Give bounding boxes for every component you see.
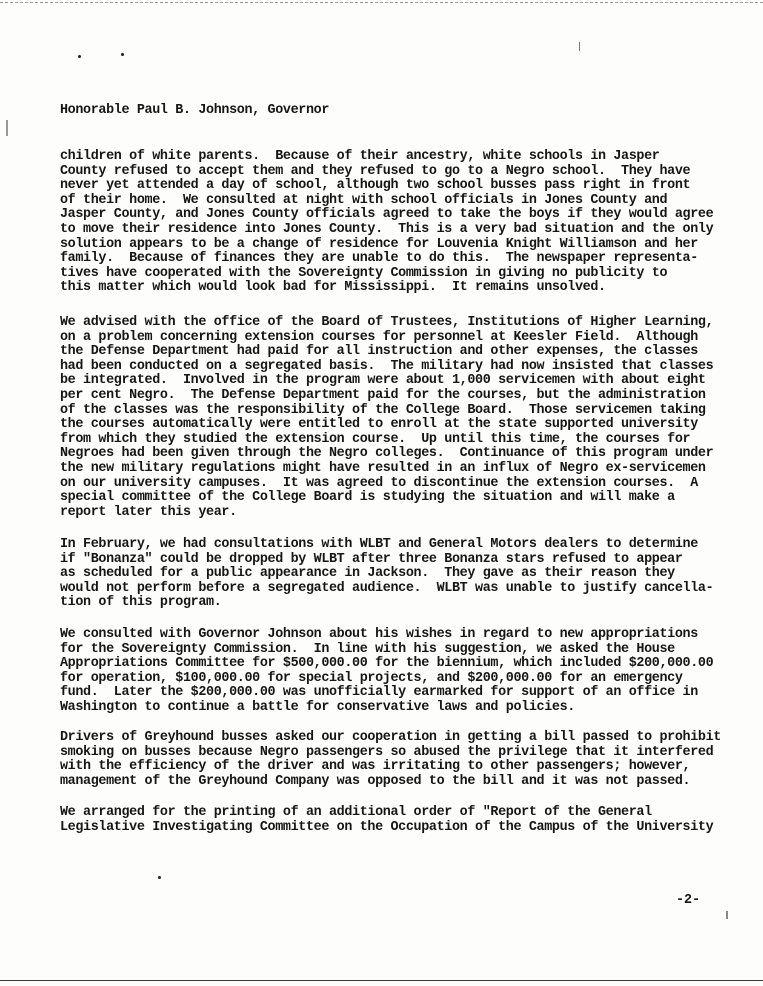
text-line: smoking on busses because Negro passengers so abused the privilege that it interfered [60,744,714,760]
text-line: never yet attended a day of school, although two school busses pass right in front [60,178,691,194]
text-line: from which they studied the extension course. Up until this time, the courses for [60,431,691,447]
scan-speck [158,876,161,879]
text-line: Jasper County, and Jones County officials agreed to take the boys if they would agree [60,207,714,223]
paragraph-school-situation [60,150,750,296]
bottom-edge-rule [0,980,763,981]
text-line: Legislative Investigating Committee on the Occupation of the Campus of the University [60,819,714,835]
text-line: for the Sovereignty Commission. In line with his suggestion, we asked the House [60,641,675,657]
text-line: as scheduled for a public appearance in Jackson. They gave as their reason they [60,566,675,582]
text-line: Washington to continue a battle for conservative laws and policies. [60,700,575,716]
paragraph-report-printing [60,806,750,835]
scan-speck [726,911,728,919]
text-line: County refused to accept them and they refused to go to a Negro school. They have [60,163,691,179]
text-line: had been conducted on a segregated basis. The military had now insisted that classes [60,358,714,374]
text-line: on a problem concerning extension courses for personnel at Keesler Field. Although [60,329,698,345]
paragraph-bonanza [60,538,750,611]
text-line: report later this year. [60,504,237,520]
top-edge-rule [0,2,763,3]
text-line: if "Bonanza" could be dropped by WLBT after three Bonanza stars refused to appear [60,551,683,567]
text-line: the Defense Department had paid for all instruction and other expenses, the classes [60,344,698,360]
text-line: the new military regulations might have resulted in an influx of Negro ex-servicemen [60,461,706,477]
text-line: on our university campuses. It was agreed to discontinue the extension courses. A [60,475,698,491]
text-line: be integrated. Involved in the program were about 1,000 servicemen with about eight [60,373,706,389]
scan-speck [579,42,580,51]
paragraph-appropriations [60,628,750,716]
text-line: of their home. We consulted at night with school officials in Jones County and [60,192,668,208]
text-line: special committee of the College Board is studying the situation and will make a [60,490,675,506]
text-line: tives have cooperated with the Sovereignty Commission in giving no publicity to [60,265,668,281]
page-number: -2- [676,893,701,908]
paragraph-extension-courses [60,316,750,521]
letter-heading: Honorable Paul B. Johnson, Governor [60,103,329,118]
text-line: Drivers of Greyhound busses asked our cooperation in getting a bill passed to prohibit [60,730,721,745]
scan-speck [121,53,124,56]
text-line: children of white parents. Because of their ancestry, white schools in Jasper [60,149,660,164]
text-line: We advised with the office of the Board of Trustees, Institutions of Higher Learning, [60,315,714,330]
text-line: We arranged for the printing of an additional order of "Report of the General [60,805,652,820]
text-line: with the efficiency of the driver and was irritating to other passengers; however, [60,759,691,775]
paragraph-greyhound [60,731,750,789]
text-line: Appropriations Committee for $500,000.00 for the biennium, which included $200,000.00 [60,656,714,672]
text-line: tion of this program. [60,595,222,611]
text-line: per cent Negro. The Defense Department paid for the courses, but the administration [60,388,706,404]
text-line: of the classes was the responsibility of the College Board. Those servicemen taking [60,402,706,418]
text-line: In February, we had consultations with WLBT and General Motors dealers to determine [60,537,698,552]
text-line: fund. Later the $200,000.00 was unofficially earmarked for support of an office in [60,685,698,701]
text-line: for operation, $100,000.00 for special projects, and $200,000.00 for an emergency [60,670,683,686]
text-line: Negroes had been given through the Negro colleges. Continuance of this program under [60,446,714,462]
text-line: this matter which would look bad for Mississippi. It remains unsolved. [60,280,606,296]
text-line: We consulted with Governor Johnson about his wishes in regard to new appropriations [60,627,698,642]
text-line: management of the Greyhound Company was opposed to the bill and it was not passed. [60,773,691,789]
scan-speck [78,55,81,58]
scan-speck [6,120,8,136]
text-line: the courses automatically were entitled to enroll at the state supported university [60,417,698,433]
text-line: family. Because of finances they are unable to do this. The newspaper representa- [60,251,698,267]
text-line: to move their residence into Jones County. This is a very bad situation and the only [60,222,714,238]
text-line: would not perform before a segregated audience. WLBT was unable to justify cancella- [60,580,714,596]
text-line: solution appears to be a change of residence for Louvenia Knight Williamson and her [60,236,698,252]
